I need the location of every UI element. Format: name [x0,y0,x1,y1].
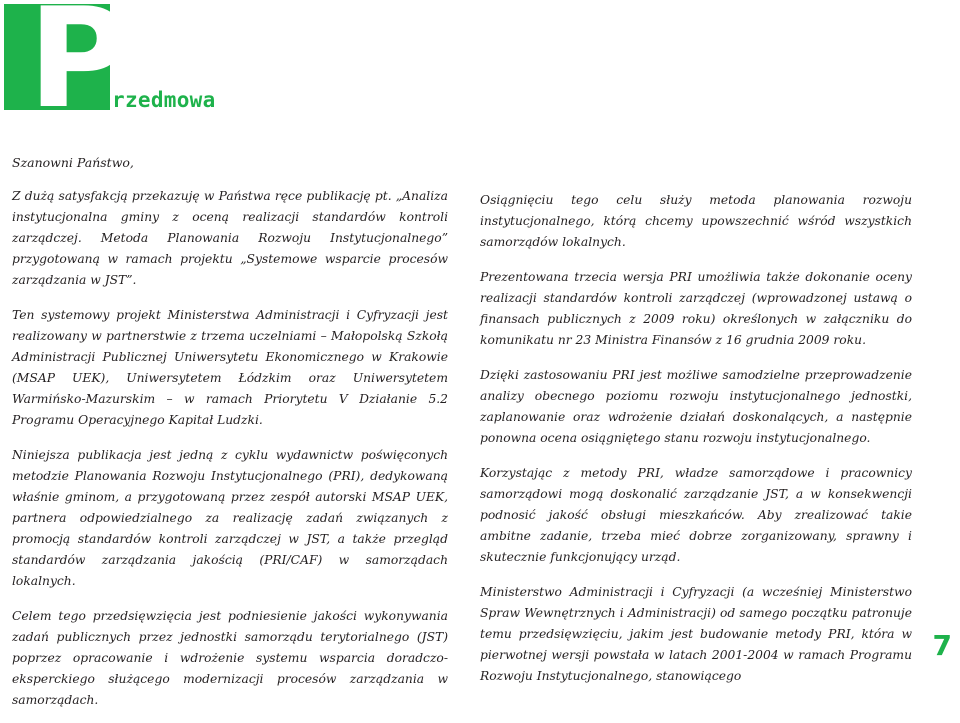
right-paragraph-4: Korzystając z metody PRI, władze samorządowe i pracownicy samorządowi mogą doskonalić zarządzanie JST, a w konsekwencji podnosić jakość obsługi mieszkańców. Aby zrealizować takie ambitne zadanie, trzeba mieć dobrze zorganizowany, sprawny i skutecznie funkcjonujący urząd. [480,466,912,564]
chapter-initial-box [4,0,130,139]
left-paragraph-1: Z dużą satysfakcją przekazuję w Państwa ręce publikację pt. „Analiza instytucjonalna gminy z oceną realizacji standardów kontroli zarządczej. Metoda Planowania Rozwoju Instytucjonalnego” przygotowaną w ramach projektu „Systemowe wsparcie procesów zarządzania w JST”. [12,189,448,287]
right-paragraph-3: Dzięki zastosowaniu PRI jest możliwe samodzielne przeprowadzenie analizy obecnego poziomu rozwoju instytucjonalnego jednostki, zaplanowanie oraz wdrożenie działań doskonalących, a następnie ponowna ocena osiągniętego stanu rozwoju instytucjonalnego. [480,368,912,445]
left-column [12,186,448,723]
right-paragraph-1: Osiągnięciu tego celu służy metoda planowania rozwoju instytucjonalnego, którą chcemy upowszechnić wśród wszystkich samorządów lokalnych. [480,193,912,249]
right-paragraph-2: Prezentowana trzecia wersja PRI umożliwia także dokonanie oceny realizacji standardów kontroli zarządczej (wprowadzonej ustawą o finansach publicznych z 2009 roku) określonych w załączniku do komunikatu nr 23 Ministra Finansów z 16 grudnia 2009 roku. [480,270,912,347]
left-paragraph-2: Ten systemowy projekt Ministerstwa Administracji i Cyfryzacji jest realizowany w partnerstwie z trzema uczelniami – Małopolską Szkołą Administracji Publicznej Uniwersytetu Ekonomicznego w Krakowie (MSAP UEK), Uniwersytetem Łódzkim oraz Uniwersytetem Warmińsko-Mazurskim – w ramach Priorytetu V Działanie 5.2 Programu Operacyjnego Kapitał Ludzki. [12,308,448,427]
right-paragraph-5: Ministerstwo Administracji i Cyfryzacji (a wcześniej Ministerstwo Spraw Wewnętrznych i Administracji) od samego początku patronuje temu przedsięwzięciu, jakim jest budowanie metody PRI, która w pierwotnej wersji powstała w latach 2001-2004 w ramach Programu Rozwoju Instytucjonalnego, stanowiącego [480,585,912,683]
left-paragraph-3: Niniejsza publikacja jest jedną z cyklu wydawnictw poświęconych metodzie Planowania Rozwoju Instytucjonalnego (PRI), dedykowaną właśnie gminom, a przygotowaną przez zespół autorski MSAP UEK, partnera odpowiedzialnego za realizację zadań związanych z promocją standardów kontroli zarządczej w JST, a także przegląd standardów zarządzania jakością (PRI/CAF) w samorządach lokalnych. [12,448,448,588]
chapter-title: rzedmowa [112,88,216,112]
greeting: Szanowni Państwo, [12,155,134,170]
right-column [480,190,912,699]
left-paragraph-4: Celem tego przedsięwzięcia jest podniesienie jakości wykonywania zadań publicznych przez jednostki samorządu terytorialnego (JST) poprzez opracowanie i wdrożenie systemu wsparcia doradczo-eksperckiego służącego modernizacji procesów zarządzania w samorządach. [12,609,448,707]
page-number: 7 [932,629,952,662]
chapter-initial-letter: P [28,0,130,139]
